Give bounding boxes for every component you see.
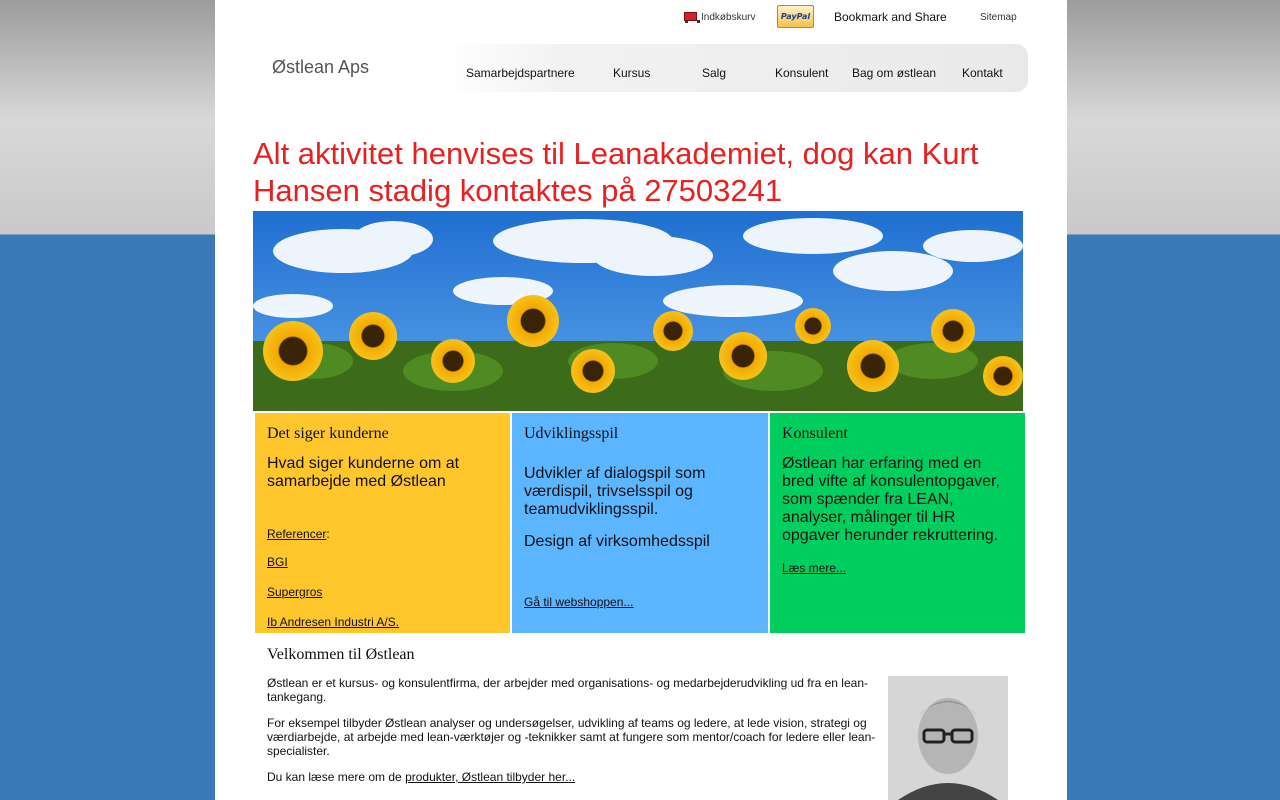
- products-link[interactable]: produkter, Østlean tilbyder her...: [405, 770, 576, 784]
- reference-link-supergros[interactable]: Supergros: [267, 585, 323, 599]
- shopping-cart-icon: [682, 10, 698, 24]
- box-udviklingsspil-design: Design af virksomhedsspil: [524, 533, 710, 550]
- box-udviklingsspil-text: Udvikler af dialogspil som værdispil, trivselsspil og teamudviklingsspil.: [524, 465, 706, 518]
- welcome-section: [267, 646, 877, 796]
- main-nav: [445, 44, 1028, 92]
- box-konsulent: [770, 413, 1025, 633]
- konsulent-read-more-link[interactable]: Læs mere...: [782, 561, 847, 575]
- welcome-paragraph-1: Østlean er et kursus- og konsulentfirma, der arbejder med organisations- og medarbejderudvikling ud fra en lean-tankegang.: [267, 676, 868, 704]
- paypal-logo: PayPal: [780, 12, 811, 21]
- welcome-paragraph-2: For eksempel tilbyder Østlean analyser og undersøgelser, udvikling af teams og ledere, at lede vision, strategi og værdiarbejde, at arbejde med lean-værktøjer og -teknikker samt at fungere som mentor/coach for ledere eller lean-specialister.: [267, 716, 876, 758]
- box-udviklingsspil: [512, 413, 768, 633]
- welcome-paragraph-3: [267, 770, 877, 784]
- page-headline: Alt aktivitet henvises til Leanakademiet, dog kan Kurt Hansen stadig kontaktes på 27503241: [253, 136, 979, 208]
- bookmark-and-share-link[interactable]: Bookmark and Share: [834, 10, 947, 24]
- portrait-photo: [888, 676, 1008, 800]
- reference-link-bgi[interactable]: BGI: [267, 555, 288, 569]
- box-kunder: [255, 413, 510, 633]
- nav-item-kontakt[interactable]: Kontakt: [962, 66, 1003, 80]
- box-udviklingsspil-title: Udviklingsspil: [524, 425, 619, 442]
- page-container: [215, 0, 1067, 800]
- nav-item-kursus[interactable]: Kursus: [613, 66, 651, 80]
- cart-label: Indkøbskurv: [701, 11, 756, 23]
- box-konsulent-title: Konsulent: [782, 425, 848, 442]
- sunflower-banner-image: [253, 211, 1023, 411]
- webshop-link[interactable]: Gå til webshoppen...: [524, 595, 634, 609]
- welcome-title: Velkommen til Østlean: [267, 646, 415, 663]
- box-kunder-title: Det siger kunderne: [267, 425, 389, 442]
- referencer-link[interactable]: Referencer: [267, 527, 327, 541]
- nav-item-konsulent[interactable]: Konsulent: [775, 66, 829, 80]
- sitemap-link[interactable]: Sitemap: [980, 11, 1017, 23]
- nav-item-salg[interactable]: Salg: [702, 66, 727, 80]
- nav-item-samarbejdspartnere[interactable]: Samarbejdspartnere: [466, 66, 575, 80]
- nav-item-bag-om-ostlean[interactable]: Bag om østlean: [852, 66, 937, 80]
- welcome-paragraph-3-prefix: Du kan læse mere om de: [267, 770, 406, 784]
- box-kunder-text: Hvad siger kunderne om at samarbejde med Østlean: [267, 455, 460, 490]
- site-logo[interactable]: Østlean Aps: [272, 57, 370, 77]
- box-konsulent-text: Østlean har erfaring med en bred vifte af konsulentopgaver, som spænder fra LEAN, analyser, målinger til HR opgaver herunder rekruttering.: [782, 455, 1000, 544]
- cart-link[interactable]: [682, 5, 755, 29]
- reference-link-ib-andresen[interactable]: Ib Andresen Industri A/S.: [267, 615, 400, 629]
- referencer-colon: :: [326, 527, 330, 541]
- paypal-button[interactable]: [777, 5, 814, 28]
